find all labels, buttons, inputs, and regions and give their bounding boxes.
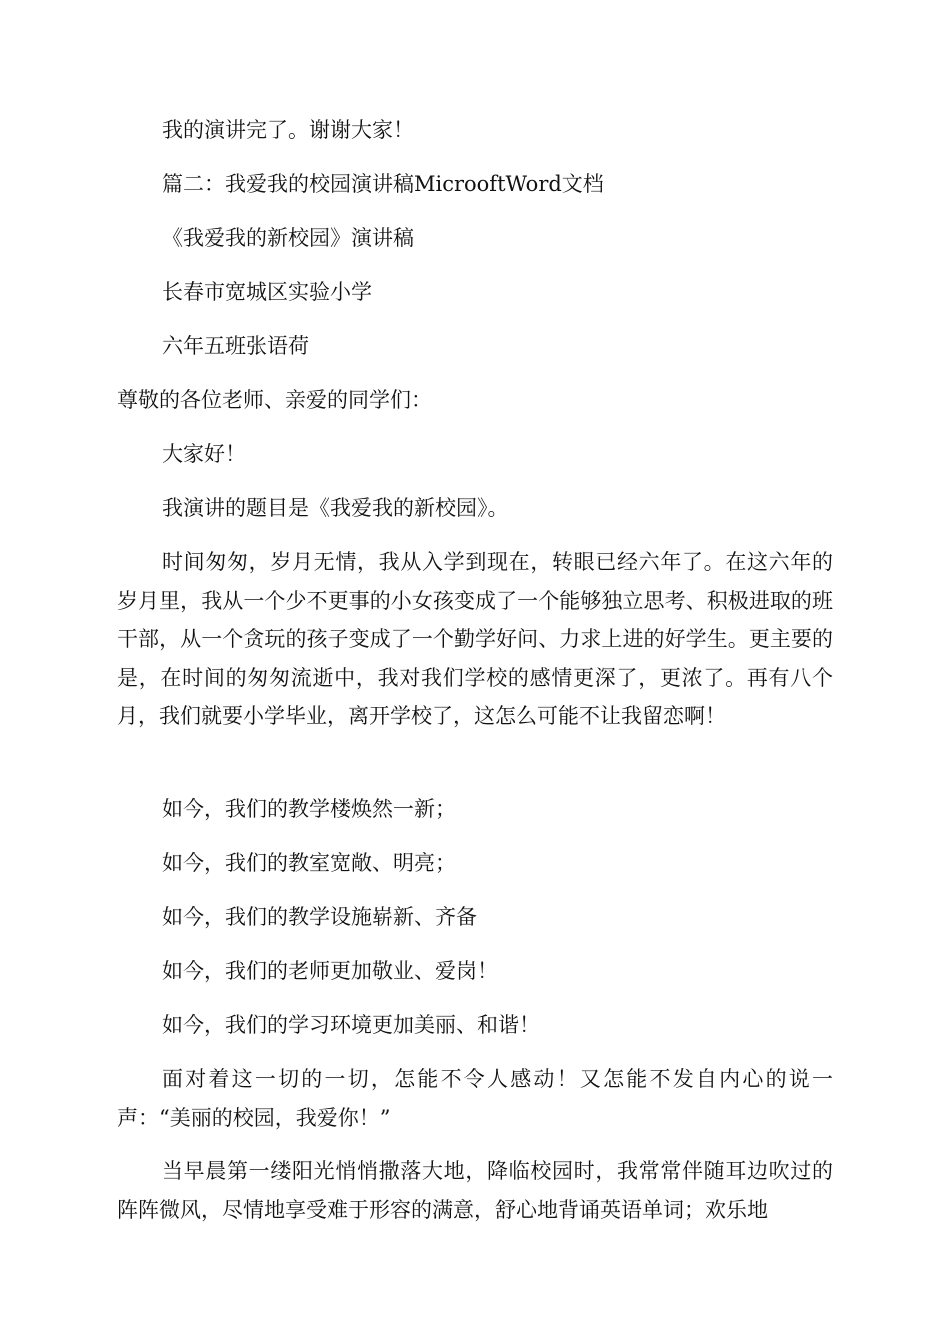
salutation: 尊敬的各位老师、亲爱的同学们： [117, 388, 432, 412]
paragraph-body-1: 时间匆匆，岁月无情，我从入学到现在，转眼已经六年了。在这六年的岁月里，我从一个少不更事的小女孩变成了一个能够独立思考、积极进取的班干部，从一个贪玩的孩子变成了一个勤学好问、力求上进的好学生。更主要的是，在时间的匆匆流逝中，我对我们学校的感情更深了，更浓了。再有八个月，我们就要小学毕业，离开学校了，这怎么可能不让我留恋啊！ [117, 550, 833, 728]
list-item-classroom: 如今，我们的教室宽敞、明亮； [162, 851, 456, 875]
list-item-facilities: 如今，我们的教学设施崭新、齐备 [162, 905, 477, 929]
paragraph-section-heading: 篇二：我爱我的校园演讲稿MicrooftWord文档 [162, 172, 604, 196]
list-item-teachers: 如今，我们的老师更加敬业、爱岗！ [162, 959, 498, 983]
paragraph-body-2: 面对着这一切的一切，怎能不令人感动！又怎能不发自内心的说一声：“美丽的校园，我爱你！” [117, 1067, 833, 1130]
topic-intro: 我演讲的题目是《我爱我的新校园》。 [162, 496, 509, 520]
greeting: 大家好！ [162, 442, 246, 466]
list-item-environment: 如今，我们的学习环境更加美丽、和谐！ [162, 1013, 540, 1037]
speech-title: 《我爱我的新校园》演讲稿 [162, 226, 414, 250]
paragraph-closing-thanks: 我的演讲完了。谢谢大家！ [162, 118, 414, 142]
paragraph-body-3: 当早晨第一缕阳光悄悄撒落大地，降临校园时，我常常伴随耳边吹过的阵阵微风，尽情地享受难于形容的满意，舒心地背诵英语单词；欢乐地 [117, 1159, 833, 1222]
author-name: 六年五班张语荷 [162, 334, 309, 358]
school-name: 长春市宽城区实验小学 [162, 280, 372, 304]
list-item-teaching-building: 如今，我们的教学楼焕然一新； [162, 797, 456, 821]
